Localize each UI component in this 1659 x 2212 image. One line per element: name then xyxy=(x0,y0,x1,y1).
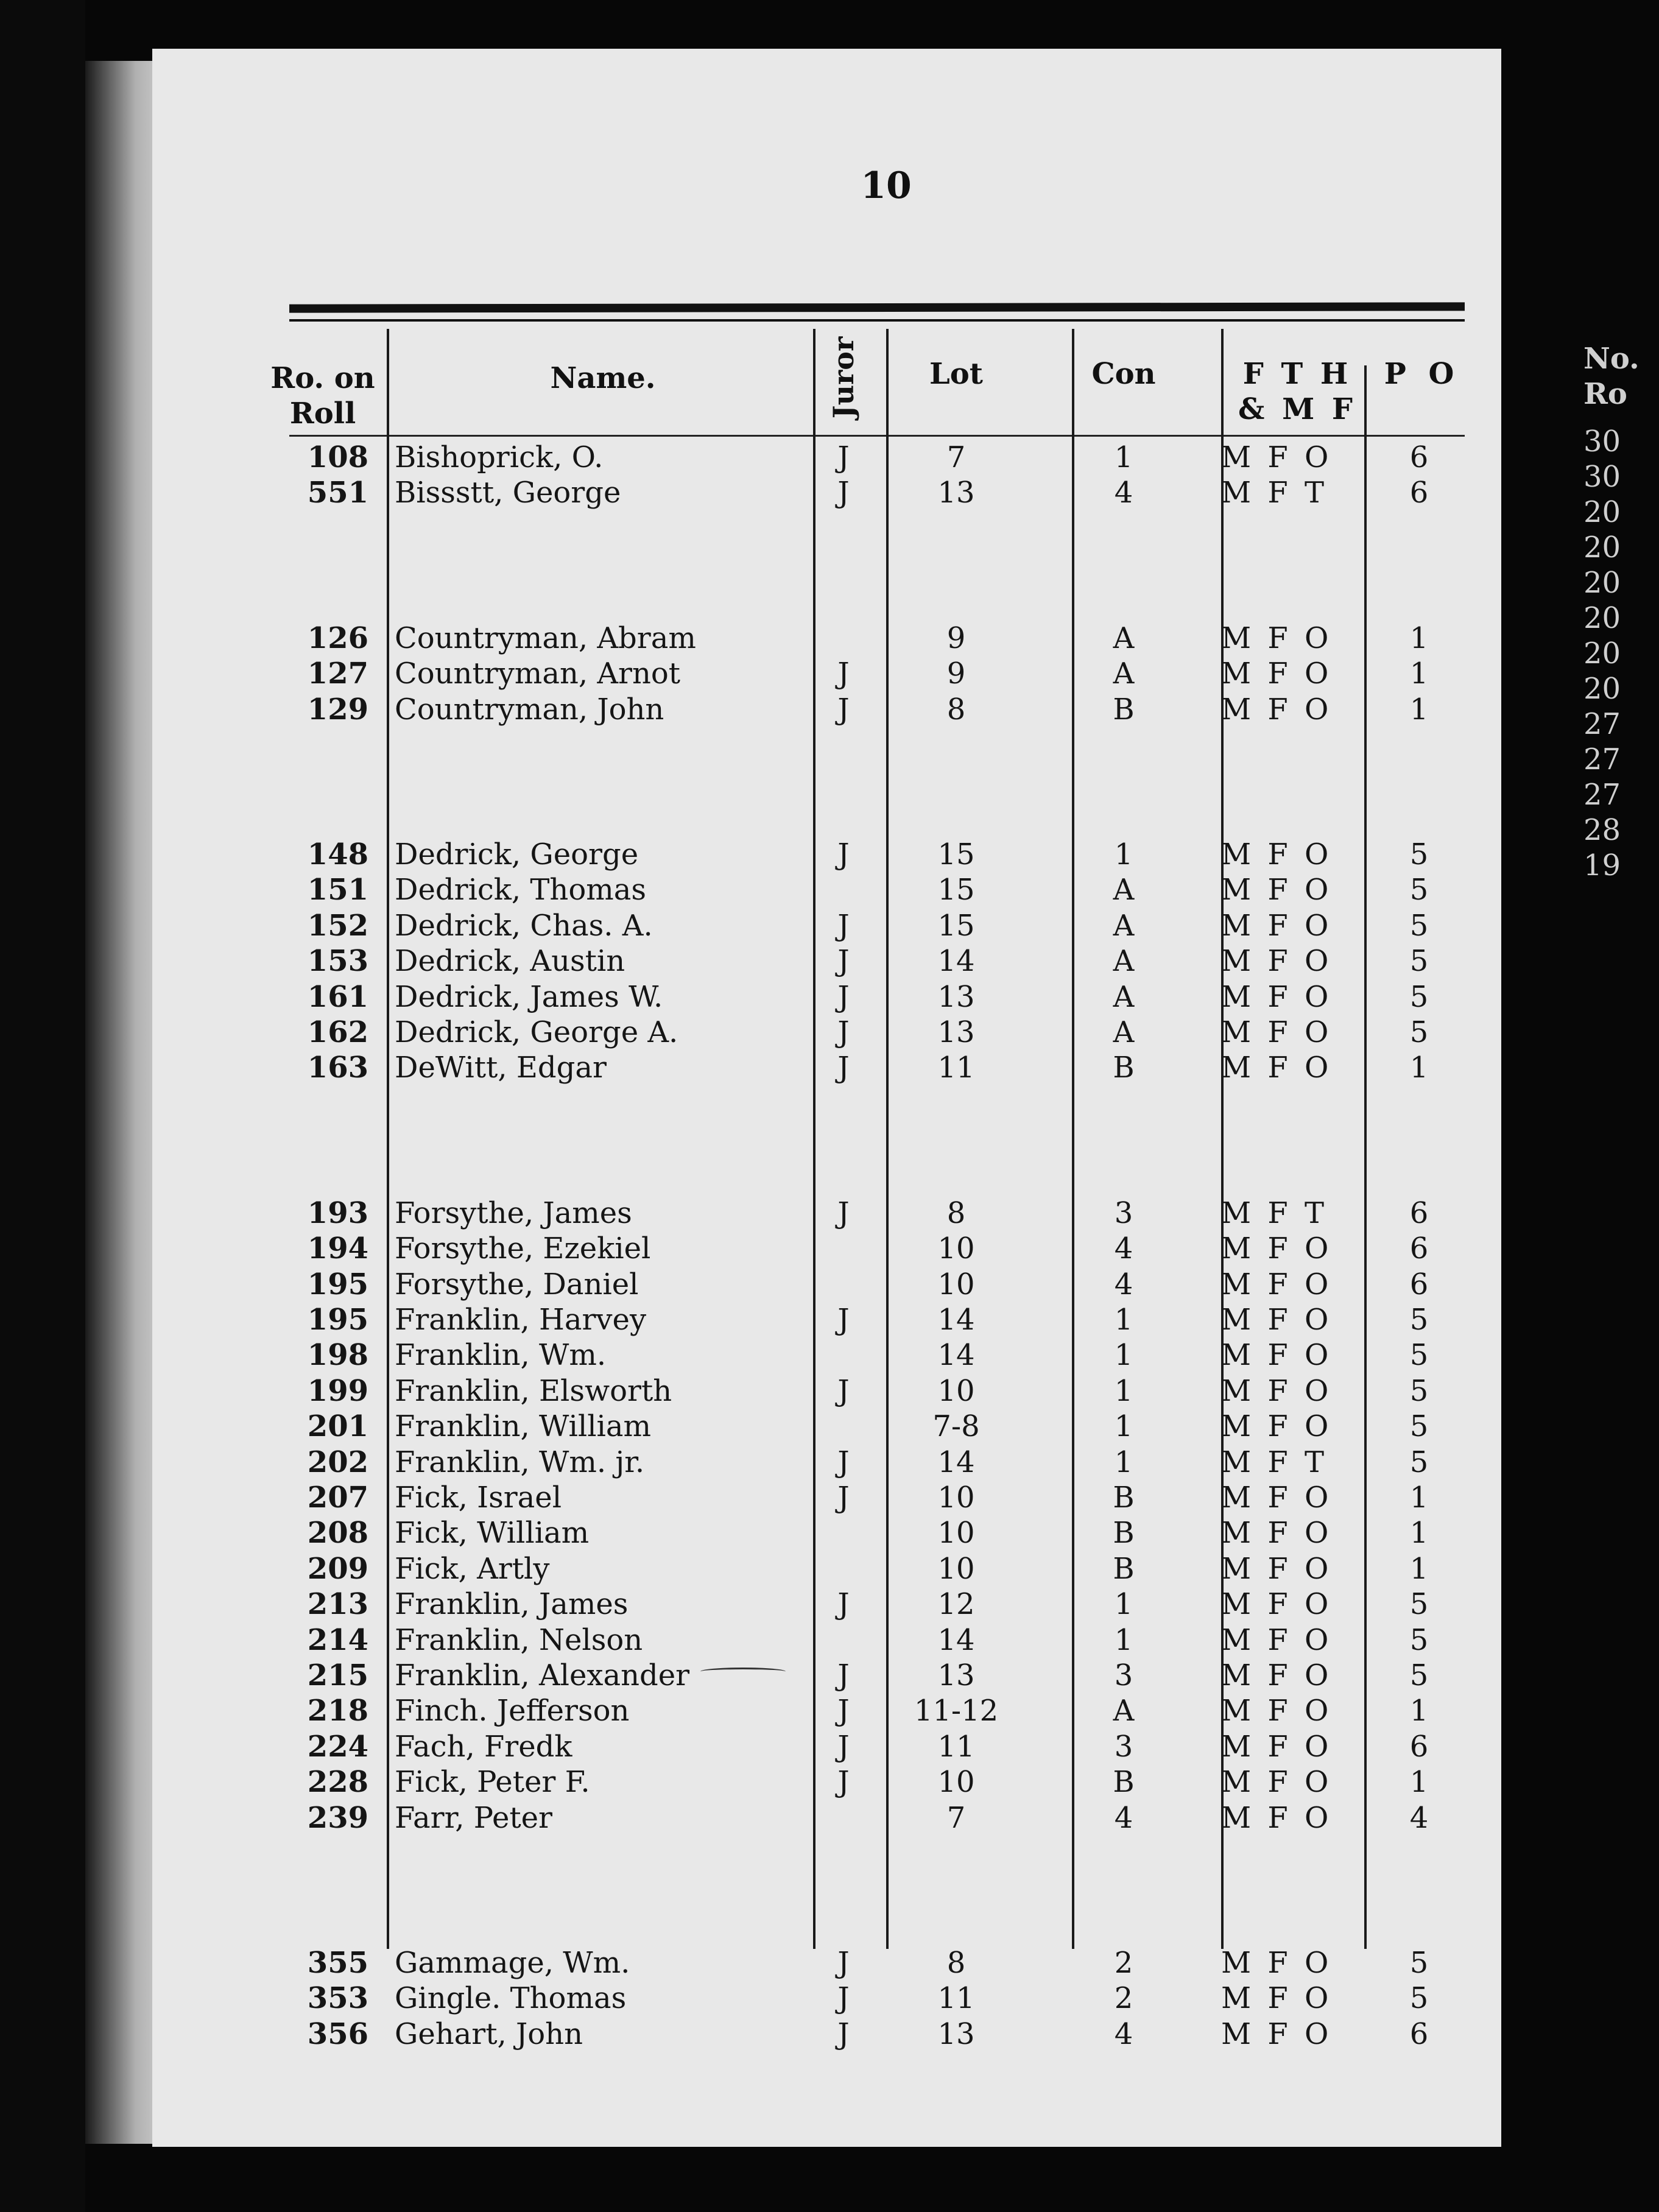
cell-lot: 10 xyxy=(937,1481,975,1515)
cell-roll-number: 201 xyxy=(307,1409,368,1444)
cell-juror-mark: J xyxy=(837,837,850,872)
cell-fth-codes: M F T xyxy=(1221,1196,1328,1230)
cell-juror-mark: J xyxy=(837,2017,850,2051)
table-row xyxy=(0,837,1462,872)
cell-fth-codes: M F O xyxy=(1221,1231,1333,1266)
cell-roll-number: 228 xyxy=(307,1765,368,1800)
cell-concession: A xyxy=(1113,944,1135,979)
cell-concession: A xyxy=(1113,908,1135,943)
cell-post-office: 5 xyxy=(1409,1981,1429,2016)
cell-lot: 15 xyxy=(937,908,975,943)
table-row xyxy=(0,1764,1462,1800)
table-row xyxy=(0,621,1462,656)
header-lot: Lot xyxy=(929,357,983,391)
cell-concession: A xyxy=(1113,657,1135,691)
cell-lot: 15 xyxy=(937,873,975,907)
table-row xyxy=(0,440,1462,475)
cell-concession: B xyxy=(1113,1481,1135,1515)
cell-name: Gehart, John xyxy=(395,2017,583,2051)
cell-concession: 1 xyxy=(1114,1445,1133,1479)
header-top-rule-thin xyxy=(289,319,1465,322)
cell-roll-number: 213 xyxy=(307,1587,368,1622)
cell-name: Franklin, Wm. jr. xyxy=(395,1445,645,1479)
adjacent-page-number: 30 xyxy=(1583,424,1621,459)
table-row xyxy=(0,1015,1462,1050)
cell-juror-mark: J xyxy=(837,1051,850,1085)
cell-lot: 12 xyxy=(937,1587,975,1622)
cell-post-office: 1 xyxy=(1409,1051,1429,1085)
cell-name: Countryman, John xyxy=(395,692,664,727)
adjacent-page-number: 19 xyxy=(1583,848,1621,882)
cell-name: Franklin, William xyxy=(395,1409,652,1444)
header-bottom-rule xyxy=(289,435,1465,437)
table-row xyxy=(0,1693,1462,1728)
cell-fth-codes: M F O xyxy=(1221,1481,1333,1515)
cell-juror-mark: J xyxy=(837,1303,850,1337)
cell-name: Fick, Israel xyxy=(395,1481,562,1515)
left-background xyxy=(0,0,85,2212)
cell-name: Bissstt, George xyxy=(395,476,621,510)
cell-name: DeWitt, Edgar xyxy=(395,1051,607,1085)
cell-post-office: 5 xyxy=(1409,908,1429,943)
cell-fth-codes: M F O xyxy=(1221,1694,1333,1728)
cell-fth-codes: M F O xyxy=(1221,1303,1333,1337)
cell-lot: 11 xyxy=(937,1051,975,1085)
cell-roll-number: 224 xyxy=(307,1729,368,1764)
cell-fth-codes: M F O xyxy=(1221,979,1333,1014)
cell-name: Gingle. Thomas xyxy=(395,1981,627,2016)
cell-juror-mark: J xyxy=(837,1015,850,1049)
cell-lot: 10 xyxy=(937,1516,975,1551)
cell-name: Countryman, Arnot xyxy=(395,657,681,691)
cell-fth-codes: M F O xyxy=(1221,1729,1333,1764)
cell-fth-codes: M F O xyxy=(1221,1015,1333,1049)
cell-fth-codes: M F O xyxy=(1221,1338,1333,1373)
table-row xyxy=(0,1480,1462,1515)
adjacent-page-fragment xyxy=(1583,341,1659,883)
cell-name: Bishoprick, O. xyxy=(395,440,604,474)
cell-lot: 7 xyxy=(946,1800,966,1835)
cell-concession: B xyxy=(1113,1765,1135,1800)
cell-lot: 10 xyxy=(937,1551,975,1586)
pen-mark xyxy=(700,1668,786,1675)
cell-lot: 13 xyxy=(937,979,975,1014)
cell-fth-codes: M F O xyxy=(1221,1946,1333,1980)
cell-roll-number: 198 xyxy=(307,1338,368,1373)
cell-post-office: 5 xyxy=(1409,873,1429,907)
cell-lot: 11 xyxy=(937,1729,975,1764)
cell-name: Forsythe, Daniel xyxy=(395,1267,639,1301)
cell-roll-number: 551 xyxy=(307,476,368,510)
cell-fth-codes: M F O xyxy=(1221,440,1333,474)
cell-post-office: 1 xyxy=(1409,1516,1429,1551)
cell-name: Fach, Fredk xyxy=(395,1729,572,1764)
cell-concession: B xyxy=(1113,1516,1135,1551)
cell-name: Finch. Jefferson xyxy=(395,1694,630,1728)
cell-concession: 2 xyxy=(1114,1981,1133,2016)
cell-concession: 4 xyxy=(1114,1267,1133,1301)
cell-name: Franklin, Nelson xyxy=(395,1622,643,1657)
cell-juror-mark: J xyxy=(837,657,850,691)
table-row xyxy=(0,908,1462,943)
cell-roll-number: 195 xyxy=(307,1267,368,1301)
adjacent-page-number: 20 xyxy=(1583,566,1621,600)
table-row xyxy=(0,1337,1462,1373)
cell-roll-number: 151 xyxy=(307,873,368,907)
cell-fth-codes: M F O xyxy=(1221,657,1333,691)
header-con: Con xyxy=(1091,357,1156,391)
cell-fth-codes: M F T xyxy=(1221,1445,1328,1479)
cell-fth-codes: M F O xyxy=(1221,908,1333,943)
cell-lot: 14 xyxy=(937,1303,975,1337)
cell-post-office: 5 xyxy=(1409,1015,1429,1049)
table-row xyxy=(0,943,1462,979)
cell-name: Franklin, Alexander xyxy=(395,1658,690,1692)
cell-name: Fick, Artly xyxy=(395,1551,550,1586)
cell-juror-mark: J xyxy=(837,1694,850,1728)
table-row xyxy=(0,1302,1462,1337)
cell-roll-number: 202 xyxy=(307,1445,368,1479)
cell-post-office: 5 xyxy=(1409,1946,1429,1980)
cell-fth-codes: M F O xyxy=(1221,2017,1333,2051)
header-po: P O xyxy=(1384,357,1460,391)
table-row xyxy=(0,979,1462,1015)
table-row xyxy=(0,1981,1462,2016)
adjacent-page-number: 20 xyxy=(1583,672,1621,706)
cell-name: Gammage, Wm. xyxy=(395,1946,630,1980)
table-row xyxy=(0,1658,1462,1693)
table-row xyxy=(0,872,1462,907)
adjacent-page-number: 27 xyxy=(1583,707,1621,741)
table-row xyxy=(0,1515,1462,1551)
cell-fth-codes: M F O xyxy=(1221,1658,1333,1692)
table-row xyxy=(0,475,1462,510)
cell-name: Franklin, James xyxy=(395,1587,629,1622)
adjacent-page-number: 27 xyxy=(1583,742,1621,777)
table-row xyxy=(0,1050,1462,1085)
cell-fth-codes: M F T xyxy=(1221,476,1328,510)
cell-fth-codes: M F O xyxy=(1221,1551,1333,1586)
cell-fth-codes: M F O xyxy=(1221,1800,1333,1835)
header-fth: F T H & M F xyxy=(1238,357,1356,426)
cell-fth-codes: M F O xyxy=(1221,1981,1333,2016)
adjacent-page-header: No. Ro xyxy=(1583,342,1640,411)
cell-fth-codes: M F O xyxy=(1221,1373,1333,1408)
cell-juror-mark: J xyxy=(837,1658,850,1692)
table-row xyxy=(0,1800,1462,1836)
cell-fth-codes: M F O xyxy=(1221,1267,1333,1301)
cell-fth-codes: M F O xyxy=(1221,1516,1333,1551)
cell-post-office: 5 xyxy=(1409,1658,1429,1692)
adjacent-page-number: 20 xyxy=(1583,636,1621,671)
cell-lot: 8 xyxy=(946,692,966,727)
cell-post-office: 6 xyxy=(1409,476,1429,510)
cell-name: Dedrick, Thomas xyxy=(395,873,646,907)
cell-lot: 7 xyxy=(946,440,966,474)
adjacent-page-number: 20 xyxy=(1583,601,1621,635)
cell-lot: 14 xyxy=(937,1338,975,1373)
cell-concession: A xyxy=(1113,1694,1135,1728)
table-row xyxy=(0,656,1462,691)
cell-roll-number: 218 xyxy=(307,1694,368,1728)
cell-lot: 15 xyxy=(937,837,975,872)
cell-name: Franklin, Harvey xyxy=(395,1303,647,1337)
header-juror: Juror xyxy=(827,336,860,419)
cell-lot: 8 xyxy=(946,1946,966,1980)
adjacent-page-numbers xyxy=(1583,424,1659,883)
cell-concession: B xyxy=(1113,692,1135,727)
cell-post-office: 5 xyxy=(1409,1445,1429,1479)
table-row xyxy=(0,1587,1462,1622)
cell-lot: 11-12 xyxy=(914,1694,999,1728)
cell-roll-number: 193 xyxy=(307,1196,368,1230)
cell-concession: A xyxy=(1113,873,1135,907)
table-row xyxy=(0,1622,1462,1658)
cell-lot: 9 xyxy=(946,657,966,691)
cell-fth-codes: M F O xyxy=(1221,1622,1333,1657)
cell-post-office: 6 xyxy=(1409,2017,1429,2051)
cell-lot: 11 xyxy=(937,1981,975,2016)
cell-concession: A xyxy=(1113,621,1135,655)
cell-name: Dedrick, Austin xyxy=(395,944,625,979)
cell-concession: 1 xyxy=(1114,1622,1133,1657)
cell-concession: 3 xyxy=(1114,1658,1133,1692)
cell-roll-number: 161 xyxy=(307,979,368,1014)
cell-concession: 3 xyxy=(1114,1196,1133,1230)
cell-name: Dedrick, George xyxy=(395,837,639,872)
cell-name: Fick, Peter F. xyxy=(395,1765,590,1800)
cell-roll-number: 129 xyxy=(307,692,368,727)
table-row xyxy=(0,1551,1462,1587)
cell-lot: 13 xyxy=(937,2017,975,2051)
cell-post-office: 1 xyxy=(1409,1694,1429,1728)
cell-concession: A xyxy=(1113,979,1135,1014)
cell-lot: 13 xyxy=(937,476,975,510)
cell-name: Dedrick, Chas. A. xyxy=(395,908,653,943)
cell-post-office: 6 xyxy=(1409,1196,1429,1230)
cell-concession: 4 xyxy=(1114,476,1133,510)
cell-roll-number: 195 xyxy=(307,1303,368,1337)
cell-concession: 1 xyxy=(1114,1409,1133,1444)
cell-name: Dedrick, James W. xyxy=(395,979,663,1014)
page-number: 10 xyxy=(861,164,912,207)
adjacent-page-number: 20 xyxy=(1583,495,1621,529)
cell-post-office: 1 xyxy=(1409,1765,1429,1800)
cell-concession: 4 xyxy=(1114,1800,1133,1835)
header-name: Name. xyxy=(550,361,656,395)
cell-fth-codes: M F O xyxy=(1221,873,1333,907)
cell-lot: 14 xyxy=(937,944,975,979)
cell-concession: A xyxy=(1113,1015,1135,1049)
cell-lot: 8 xyxy=(946,1196,966,1230)
cell-concession: 1 xyxy=(1114,440,1133,474)
cell-lot: 10 xyxy=(937,1231,975,1266)
cell-fth-codes: M F O xyxy=(1221,692,1333,727)
adjacent-page-number: 27 xyxy=(1583,778,1621,812)
cell-roll-number: 239 xyxy=(307,1800,368,1835)
cell-lot: 13 xyxy=(937,1015,975,1049)
cell-post-office: 5 xyxy=(1409,837,1429,872)
cell-juror-mark: J xyxy=(837,476,850,510)
cell-post-office: 5 xyxy=(1409,1587,1429,1622)
cell-juror-mark: J xyxy=(837,1481,850,1515)
cell-post-office: 6 xyxy=(1409,1729,1429,1764)
cell-post-office: 5 xyxy=(1409,1622,1429,1657)
cell-juror-mark: J xyxy=(837,1981,850,2016)
cell-roll-number: 127 xyxy=(307,657,368,691)
cell-fth-codes: M F O xyxy=(1221,621,1333,655)
cell-roll-number: 207 xyxy=(307,1481,368,1515)
cell-name: Franklin, Elsworth xyxy=(395,1373,672,1408)
cell-juror-mark: J xyxy=(837,908,850,943)
cell-post-office: 5 xyxy=(1409,1373,1429,1408)
cell-post-office: 5 xyxy=(1409,979,1429,1014)
cell-roll-number: 214 xyxy=(307,1622,368,1657)
cell-juror-mark: J xyxy=(837,1445,850,1479)
cell-post-office: 1 xyxy=(1409,621,1429,655)
cell-lot: 14 xyxy=(937,1622,975,1657)
cell-roll-number: 162 xyxy=(307,1015,368,1049)
cell-post-office: 6 xyxy=(1409,1267,1429,1301)
cell-roll-number: 209 xyxy=(307,1551,368,1586)
table-row xyxy=(0,1945,1462,1981)
table-row xyxy=(0,1409,1462,1444)
cell-concession: 1 xyxy=(1114,837,1133,872)
cell-roll-number: 355 xyxy=(307,1946,368,1980)
cell-fth-codes: M F O xyxy=(1221,1409,1333,1444)
cell-roll-number: 163 xyxy=(307,1051,368,1085)
cell-concession: 1 xyxy=(1114,1303,1133,1337)
cell-roll-number: 148 xyxy=(307,837,368,872)
cell-post-office: 6 xyxy=(1409,440,1429,474)
cell-concession: 3 xyxy=(1114,1729,1133,1764)
cell-concession: 4 xyxy=(1114,1231,1133,1266)
table-row xyxy=(0,1373,1462,1409)
cell-post-office: 5 xyxy=(1409,1338,1429,1373)
cell-lot: 10 xyxy=(937,1765,975,1800)
cell-roll-number: 215 xyxy=(307,1658,368,1692)
adjacent-page-number: 28 xyxy=(1583,813,1621,847)
cell-lot: 10 xyxy=(937,1373,975,1408)
table-row xyxy=(0,1729,1462,1764)
cell-roll-number: 199 xyxy=(307,1373,368,1408)
cell-post-office: 4 xyxy=(1409,1800,1429,1835)
cell-juror-mark: J xyxy=(837,1729,850,1764)
cell-name: Forsythe, James xyxy=(395,1196,632,1230)
cell-concession: 1 xyxy=(1114,1338,1133,1373)
cell-fth-codes: M F O xyxy=(1221,1587,1333,1622)
cell-roll-number: 353 xyxy=(307,1981,368,2016)
adjacent-page-number: 30 xyxy=(1583,460,1621,494)
cell-post-office: 1 xyxy=(1409,1551,1429,1586)
cell-post-office: 5 xyxy=(1409,1409,1429,1444)
table-row xyxy=(0,1196,1462,1231)
cell-roll-number: 152 xyxy=(307,908,368,943)
cell-roll-number: 108 xyxy=(307,440,368,474)
table-row xyxy=(0,1445,1462,1480)
cell-post-office: 6 xyxy=(1409,1231,1429,1266)
cell-concession: 4 xyxy=(1114,2017,1133,2051)
cell-juror-mark: J xyxy=(837,1196,850,1230)
cell-fth-codes: M F O xyxy=(1221,1765,1333,1800)
cell-roll-number: 194 xyxy=(307,1231,368,1266)
cell-post-office: 5 xyxy=(1409,944,1429,979)
header-roll-number: Ro. on Roll xyxy=(270,361,375,431)
cell-concession: B xyxy=(1113,1051,1135,1085)
cell-post-office: 1 xyxy=(1409,657,1429,691)
table-row xyxy=(0,2017,1462,2052)
cell-fth-codes: M F O xyxy=(1221,1051,1333,1085)
cell-concession: 1 xyxy=(1114,1373,1133,1408)
cell-lot: 13 xyxy=(937,1658,975,1692)
cell-name: Forsythe, Ezekiel xyxy=(395,1231,651,1266)
table-row xyxy=(0,1267,1462,1302)
cell-name: Fick, William xyxy=(395,1516,590,1551)
cell-roll-number: 208 xyxy=(307,1516,368,1551)
cell-lot: 14 xyxy=(937,1445,975,1479)
cell-lot: 9 xyxy=(946,621,966,655)
cell-juror-mark: J xyxy=(837,944,850,979)
cell-name: Franklin, Wm. xyxy=(395,1338,607,1373)
cell-juror-mark: J xyxy=(837,440,850,474)
cell-post-office: 1 xyxy=(1409,1481,1429,1515)
cell-juror-mark: J xyxy=(837,1373,850,1408)
cell-lot: 7-8 xyxy=(932,1409,980,1444)
cell-post-office: 1 xyxy=(1409,692,1429,727)
cell-name: Countryman, Abram xyxy=(395,621,696,655)
table-row xyxy=(0,692,1462,727)
cell-concession: 2 xyxy=(1114,1946,1133,1980)
cell-juror-mark: J xyxy=(837,979,850,1014)
cell-juror-mark: J xyxy=(837,1765,850,1800)
cell-name: Farr, Peter xyxy=(395,1800,552,1835)
cell-fth-codes: M F O xyxy=(1221,837,1333,872)
cell-juror-mark: J xyxy=(837,1946,850,1980)
cell-post-office: 5 xyxy=(1409,1303,1429,1337)
cell-juror-mark: J xyxy=(837,692,850,727)
cell-roll-number: 356 xyxy=(307,2017,368,2051)
table-row xyxy=(0,1231,1462,1266)
cell-name: Dedrick, George A. xyxy=(395,1015,678,1049)
cell-concession: B xyxy=(1113,1551,1135,1586)
cell-concession: 1 xyxy=(1114,1587,1133,1622)
cell-roll-number: 153 xyxy=(307,944,368,979)
cell-lot: 10 xyxy=(937,1267,975,1301)
adjacent-page-number: 20 xyxy=(1583,530,1621,565)
cell-fth-codes: M F O xyxy=(1221,944,1333,979)
cell-roll-number: 126 xyxy=(307,621,368,655)
cell-juror-mark: J xyxy=(837,1587,850,1622)
